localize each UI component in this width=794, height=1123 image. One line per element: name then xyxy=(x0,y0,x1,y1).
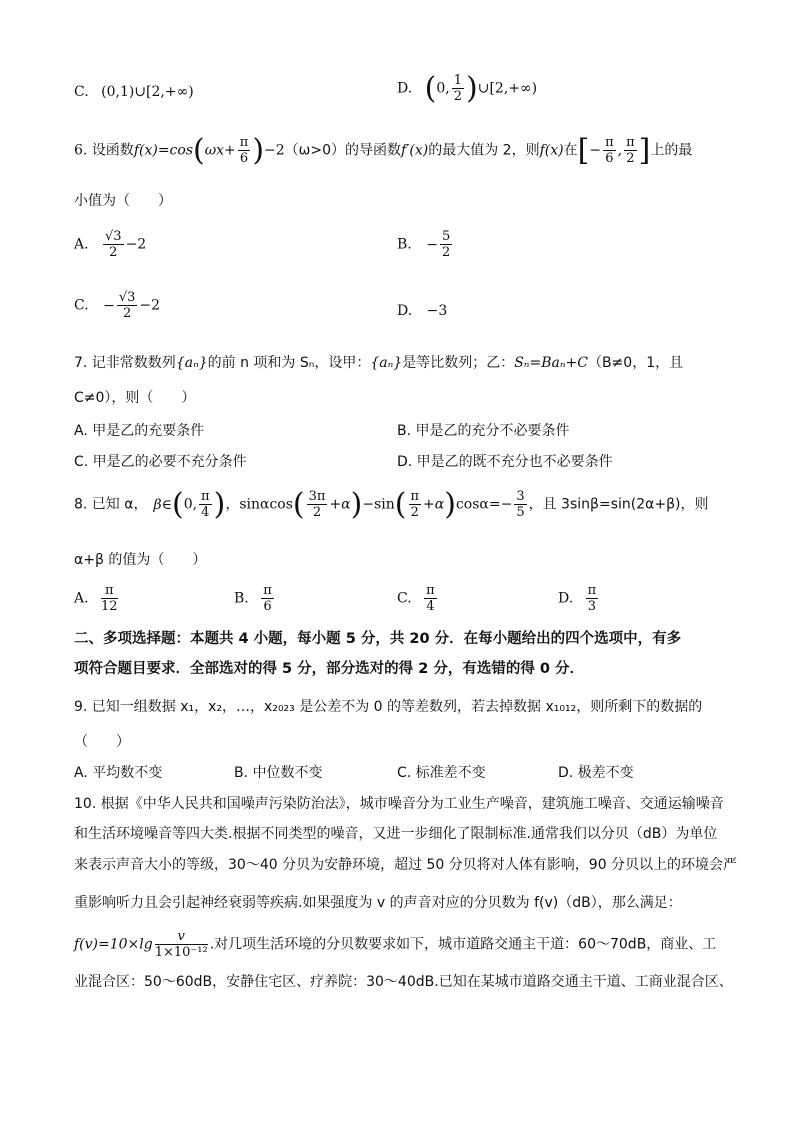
q10-line4: 重影响听力且会引起神经衰弱等疾病.如果强度为 v 的声音对应的分贝数为 f(v)（dB），那么满足： xyxy=(74,895,682,911)
q8-option-c xyxy=(397,584,439,613)
zero: 0, xyxy=(436,80,450,97)
stem-text: 上的最 xyxy=(650,142,693,159)
denominator: 12 xyxy=(101,599,118,614)
q10-line5 xyxy=(74,930,716,959)
option-tail: ∪[2,+∞) xyxy=(477,80,538,97)
option-label: D. xyxy=(558,590,574,607)
left-paren: ( xyxy=(193,133,205,168)
left-bracket: [ xyxy=(577,133,590,168)
q6-option-c xyxy=(74,291,160,320)
q7-option-c: C. 甲是乙的必要不充分条件 xyxy=(74,454,247,470)
minus-sign: − xyxy=(103,297,115,314)
denominator: 2 xyxy=(123,306,132,321)
numerator: 3 xyxy=(516,489,525,504)
fraction xyxy=(307,490,328,519)
numerator: v xyxy=(155,930,208,945)
q9-option-a: A. 平均数不变 xyxy=(74,765,163,781)
fraction xyxy=(103,230,124,259)
comma: ， xyxy=(225,496,240,513)
stem-text: 8. 已知 α， xyxy=(74,496,148,513)
q6-stem-line1 xyxy=(74,133,693,168)
fraction xyxy=(101,584,118,613)
denominator: 2 xyxy=(312,505,322,520)
left-paren: ( xyxy=(171,487,184,522)
q7-option-b: B. 甲是乙的充分不必要条件 xyxy=(397,423,570,439)
numerator: π xyxy=(239,135,249,150)
denominator: 3 xyxy=(587,599,597,614)
derivative: f′(x) xyxy=(401,142,429,159)
expression: sinαcos xyxy=(239,496,293,513)
formula: Sₙ=Baₙ+C xyxy=(514,355,588,371)
q8-stem-line2: α+β 的值为（ ） xyxy=(74,552,207,568)
q7-option-a: A. 甲是乙的充要条件 xyxy=(74,423,205,439)
numerator: π xyxy=(263,583,272,598)
stem-text: ，且 3sinβ=sin(2α+β)，则 xyxy=(528,496,709,513)
right-paren: ) xyxy=(252,133,265,168)
denominator: 5 xyxy=(516,505,525,520)
stem-text: .对几项生活环境的分贝数要求如下，城市道路交通主干道：60～70dB，商业、工 xyxy=(209,936,717,953)
q10-line6: 业混合区：50～60dB，安静住宅区、疗养院：30～40dB.已知在某城市道路交通主干道、工商业混合区、 xyxy=(74,974,733,990)
expression: +α xyxy=(329,496,351,513)
q8-option-a xyxy=(74,584,120,613)
q6-option-a xyxy=(74,230,146,259)
option-text: −3 xyxy=(426,303,448,319)
comma: , xyxy=(617,142,623,159)
right-paren: ) xyxy=(350,487,363,522)
stem-text: 是等比数列；乙： xyxy=(402,355,515,371)
function-fx: f(x) xyxy=(539,142,564,159)
option-label: A. xyxy=(74,590,89,607)
sequence: {aₙ} xyxy=(370,355,403,371)
denominator: 2 xyxy=(626,151,635,166)
denominator: 6 xyxy=(605,151,614,166)
q9-stem-line2: （ ） xyxy=(74,734,130,750)
q9-option-d: D. 极差不变 xyxy=(558,765,634,781)
right-bracket: ] xyxy=(638,133,651,168)
zero: 0, xyxy=(183,496,198,513)
fraction xyxy=(117,291,138,320)
fraction xyxy=(424,584,437,613)
option-label: D. xyxy=(397,303,413,319)
denominator: 6 xyxy=(263,599,272,614)
right-paren: ) xyxy=(466,71,478,106)
option-label: A. xyxy=(74,236,89,253)
minus-two: −2 xyxy=(264,142,285,159)
fraction xyxy=(409,490,422,519)
option-label: C. xyxy=(74,297,89,314)
q9-option-c: C. 标准差不变 xyxy=(397,765,486,781)
fraction xyxy=(155,930,208,959)
expression: cosα=− xyxy=(455,496,513,513)
minus-sign: − xyxy=(426,236,438,253)
question-number: 6. xyxy=(74,142,88,159)
q9-stem-line1: 9. 已知一组数据 x₁，x₂，…，x₂₀₂₃ 是公差不为 0 的等差数列，若去掉数据 x₁₀₁₂，则所剩下的数据的 xyxy=(74,699,703,715)
q8-option-b xyxy=(234,584,276,613)
fraction xyxy=(261,584,274,613)
denominator: 2 xyxy=(410,505,419,520)
numerator: √3 xyxy=(105,229,122,244)
numerator: π xyxy=(605,135,614,150)
numerator: 5 xyxy=(441,229,451,244)
stem-text: 设函数 xyxy=(91,142,134,159)
q6-stem-line2: 小值为（ ） xyxy=(74,193,172,209)
option-text: (0,1)∪[2,+∞) xyxy=(101,84,194,100)
q10-line3: 来表示声音大小的等级，30～40 分贝为安静环境，超过 50 分贝将对人体有影响，90 分贝以上的环境会严 xyxy=(74,857,738,873)
q9-option-b: B. 中位数不变 xyxy=(234,765,323,781)
set-membership: β∈ xyxy=(153,496,172,513)
right-paren: ) xyxy=(213,487,226,522)
stem-text: 的导函数 xyxy=(345,142,402,159)
numerator: π xyxy=(587,583,597,598)
option-label: B. xyxy=(397,236,412,253)
option-label: D. xyxy=(397,80,413,97)
denominator: 2 xyxy=(109,245,118,260)
expression: −sin xyxy=(362,496,395,513)
stem-text: 的前 n 项和为 Sₙ，设甲： xyxy=(207,355,371,371)
q6-option-b xyxy=(397,230,454,259)
stem-text: 的最大值为 2，则 xyxy=(428,142,540,159)
numerator: 3π xyxy=(308,489,326,504)
inner-var: ωx+ xyxy=(204,142,236,159)
fraction xyxy=(603,136,616,165)
fraction xyxy=(586,584,599,613)
section-heading-line2: 项符合题目要求．全部选对的得 5 分，部分选对的得 2 分，有选错的得 0 分． xyxy=(74,661,585,677)
option-label: B. xyxy=(234,590,249,607)
denominator: 2 xyxy=(441,245,451,260)
minus-sign: − xyxy=(589,142,602,159)
denominator: 4 xyxy=(201,505,210,520)
q8-stem-line1 xyxy=(74,487,709,522)
numerator: π xyxy=(201,489,210,504)
numerator: √3 xyxy=(118,290,136,305)
condition: （B≠0，1，且 xyxy=(587,355,684,371)
numerator: π xyxy=(410,489,420,504)
q8-option-d xyxy=(558,584,600,613)
numerator: π xyxy=(101,584,118,599)
condition: （ω>0） xyxy=(284,142,346,159)
left-paren: ( xyxy=(394,487,407,522)
stem-text: 7. 记非常数数列 xyxy=(74,355,176,371)
option-label: C. xyxy=(397,590,412,607)
q6-option-d xyxy=(397,304,447,318)
numerator: 1 xyxy=(453,73,462,88)
q7-option-d: D. 甲是乙的既不充分也不必要条件 xyxy=(397,454,613,470)
fraction xyxy=(440,230,452,259)
q7-stem-line2: C≠0），则（ ） xyxy=(74,390,196,406)
fraction xyxy=(238,136,251,165)
stem-text: 在 xyxy=(563,142,578,159)
denominator: 4 xyxy=(426,599,435,614)
denominator: 1×10⁻¹² xyxy=(154,945,208,960)
q10-line1: 10. 根据《中华人民共和国噪声污染防治法》，城市噪音分为工业生产噪音，建筑施工噪音、交通运输噪音 xyxy=(74,796,724,812)
q5-option-d xyxy=(397,71,538,106)
q10-line2: 和生活环境噪音等四大类.根据不同类型的噪音，又进一步细化了限制标准.通常我们以分贝（dB）为单位 xyxy=(74,826,718,842)
left-paren: ( xyxy=(424,71,437,106)
section-heading-line1: 二、多项选择题：本题共 4 小题，每小题 5 分，共 20 分．在每小题给出的四个选项中，有多 xyxy=(74,631,682,647)
function-expr: f(x)=cos xyxy=(133,142,193,159)
expression: +α xyxy=(423,496,445,513)
numerator: π xyxy=(626,135,635,150)
left-paren: ( xyxy=(292,487,305,522)
fraction xyxy=(514,490,526,519)
right-paren: ) xyxy=(444,487,456,522)
numerator: π xyxy=(426,583,435,598)
denominator: 2 xyxy=(453,89,462,104)
sequence: {aₙ} xyxy=(175,355,208,371)
denominator: 6 xyxy=(239,151,249,166)
option-tail: −2 xyxy=(125,236,147,253)
fraction xyxy=(199,490,212,519)
q5-option-c xyxy=(74,85,194,99)
option-label: C. xyxy=(74,84,89,100)
option-tail: −2 xyxy=(139,297,161,314)
formula: f(v)=10×lg xyxy=(74,936,153,953)
fraction xyxy=(624,136,637,165)
q7-stem-line1 xyxy=(74,356,683,370)
fraction xyxy=(452,74,464,103)
